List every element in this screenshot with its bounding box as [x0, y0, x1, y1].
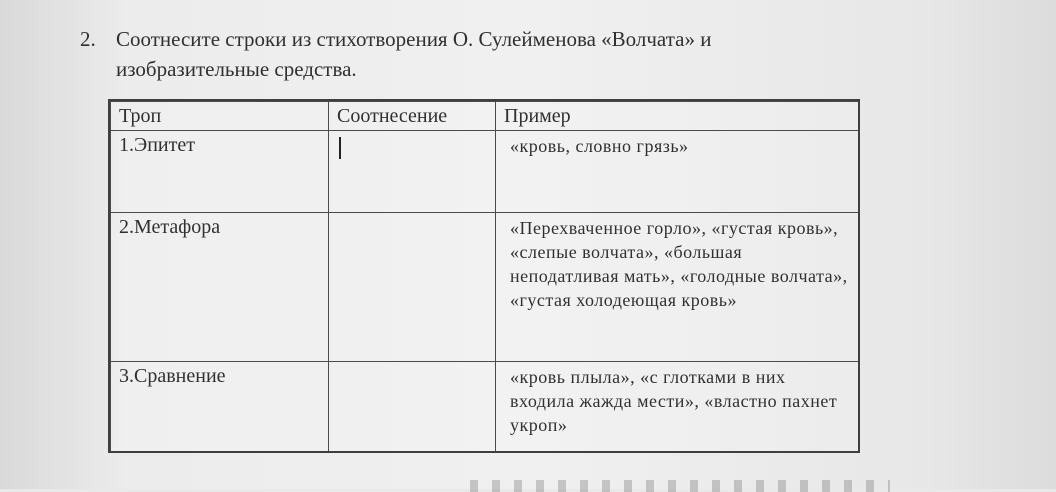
match-input-cell[interactable] [329, 362, 496, 452]
table-row [111, 213, 861, 362]
match-input-cell[interactable] [329, 213, 496, 362]
trope-cell: 3.Сравнение [111, 362, 329, 452]
header-example: Пример [496, 102, 861, 131]
match-input-cell[interactable] [329, 131, 496, 213]
example-cell: «Перехваченное горло», «густая кровь», «слепые волчата», «большая неподатливая мать», «голодные волчата», «густая холодеющая кровь» [496, 213, 861, 362]
task-instruction-text: Соотнесите строки из стихотворения О. Сулейменова «Волчата» и изобразительные средства. [116, 27, 712, 81]
trope-matching-table [108, 99, 860, 453]
table-row [111, 131, 861, 213]
trope-cell: 2.Метафора [111, 213, 329, 362]
trope-cell: 1.Эпитет [111, 131, 329, 213]
header-trope: Троп [111, 102, 329, 131]
example-cell: «кровь плыла», «с глотками в них входила жажда мести», «властно пахнет укроп» [496, 362, 861, 452]
table-header-row [111, 102, 861, 131]
matching-table [110, 101, 860, 452]
text-cursor-icon [339, 137, 341, 159]
header-match: Соотнесение [329, 102, 496, 131]
task-number: 2. [80, 27, 96, 51]
cropped-next-text-fragment [470, 480, 890, 492]
table-row [111, 362, 861, 452]
example-cell: «кровь, словно грязь» [496, 131, 861, 213]
